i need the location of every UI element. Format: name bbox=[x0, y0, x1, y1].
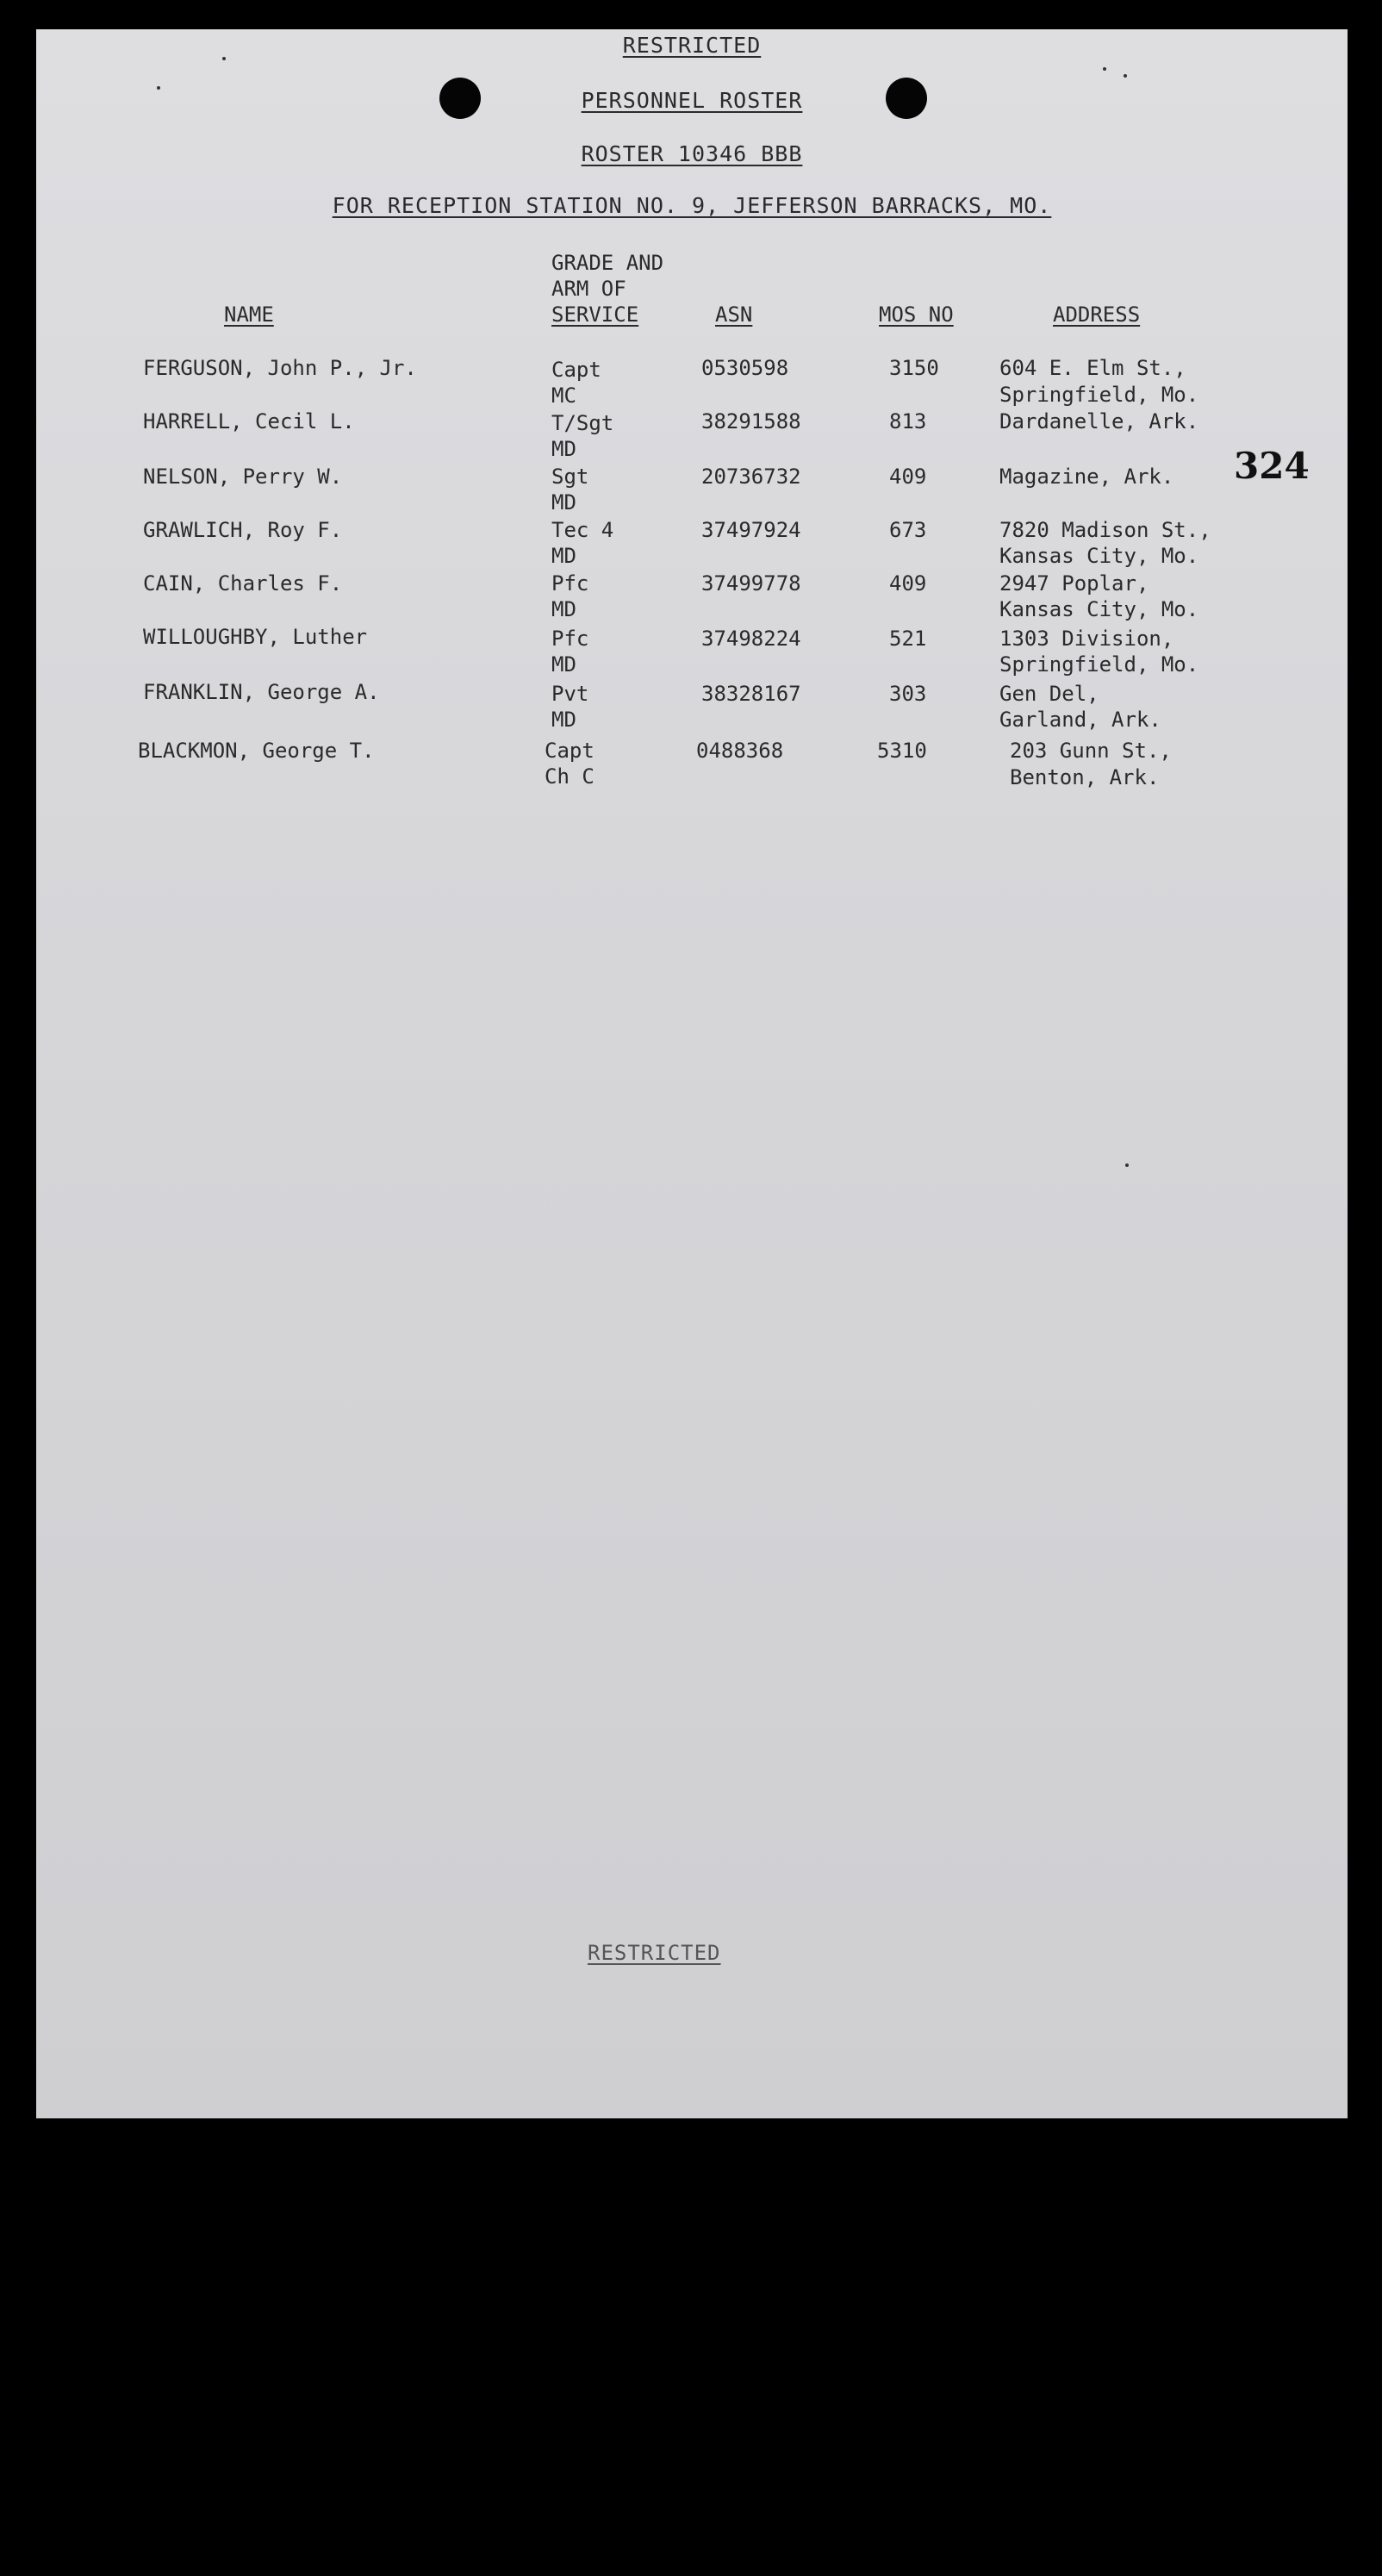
row-5-arm: MD bbox=[551, 597, 576, 621]
row-8-grade: Capt bbox=[545, 739, 595, 763]
row-2-address-line1: Dardanelle, Ark. bbox=[999, 409, 1199, 433]
row-7-address-line1: Gen Del, bbox=[999, 682, 1099, 706]
row-3-name: NELSON, Perry W. bbox=[143, 465, 343, 489]
row-5-grade: Pfc bbox=[551, 571, 589, 596]
row-2-asn: 38291588 bbox=[701, 409, 801, 433]
row-1-address-line1: 604 E. Elm St., bbox=[999, 356, 1186, 380]
page-number-stamp: 324 bbox=[1234, 445, 1310, 487]
row-4-address-line2: Kansas City, Mo. bbox=[999, 544, 1199, 568]
row-3-arm: MD bbox=[551, 490, 576, 515]
row-1-mos: 3150 bbox=[889, 356, 939, 380]
col-header-address: ADDRESS bbox=[1053, 303, 1141, 327]
row-4-name: GRAWLICH, Roy F. bbox=[143, 518, 343, 542]
col-header-grade-line2: ARM OF bbox=[551, 277, 626, 301]
row-2-grade: T/Sgt bbox=[551, 411, 614, 435]
roster-number: ROSTER 10346 BBB bbox=[581, 141, 803, 166]
row-8-address-line1: 203 Gunn St., bbox=[1010, 739, 1172, 763]
row-6-asn: 37498224 bbox=[701, 627, 801, 651]
col-header-grade-line1: GRADE AND bbox=[551, 251, 664, 275]
row-7-arm: MD bbox=[551, 708, 576, 732]
row-3-address-line1: Magazine, Ark. bbox=[999, 465, 1174, 489]
classification-top: RESTRICTED bbox=[622, 33, 762, 58]
row-5-asn: 37499778 bbox=[701, 571, 801, 596]
row-1-grade: Capt bbox=[551, 358, 601, 382]
row-8-name: BLACKMON, George T. bbox=[138, 739, 375, 763]
row-6-address-line2: Springfield, Mo. bbox=[999, 652, 1199, 677]
row-5-address-line2: Kansas City, Mo. bbox=[999, 597, 1199, 621]
document-page bbox=[36, 29, 1348, 2118]
row-2-mos: 813 bbox=[889, 409, 927, 433]
row-1-arm: MC bbox=[551, 384, 576, 408]
row-6-grade: Pfc bbox=[551, 627, 589, 651]
row-5-address-line1: 2947 Poplar, bbox=[999, 571, 1149, 596]
row-7-grade: Pvt bbox=[551, 682, 589, 706]
row-8-address-line2: Benton, Ark. bbox=[1010, 765, 1160, 789]
col-header-name: NAME bbox=[224, 303, 274, 327]
row-1-address-line2: Springfield, Mo. bbox=[999, 383, 1199, 407]
row-2-name: HARRELL, Cecil L. bbox=[143, 409, 355, 433]
row-2-arm: MD bbox=[551, 437, 576, 461]
station-line: FOR RECEPTION STATION NO. 9, JEFFERSON BARRACKS, MO. bbox=[332, 193, 1052, 218]
speck bbox=[1103, 67, 1106, 71]
row-4-mos: 673 bbox=[889, 518, 927, 542]
col-header-grade-line3: SERVICE bbox=[551, 303, 639, 327]
row-1-name: FERGUSON, John P., Jr. bbox=[143, 356, 417, 380]
speck bbox=[1125, 1163, 1129, 1167]
row-4-asn: 37497924 bbox=[701, 518, 801, 542]
document-title: PERSONNEL ROSTER bbox=[581, 88, 803, 113]
row-8-arm: Ch C bbox=[545, 764, 595, 789]
row-7-address-line2: Garland, Ark. bbox=[999, 708, 1161, 732]
classification-bottom: RESTRICTED bbox=[588, 1941, 721, 1965]
row-4-grade: Tec 4 bbox=[551, 518, 614, 542]
row-1-asn: 0530598 bbox=[701, 356, 789, 380]
row-8-mos: 5310 bbox=[877, 739, 927, 763]
row-3-mos: 409 bbox=[889, 465, 927, 489]
row-4-arm: MD bbox=[551, 544, 576, 568]
speck bbox=[1124, 74, 1127, 78]
row-6-mos: 521 bbox=[889, 627, 927, 651]
row-4-address-line1: 7820 Madison St., bbox=[999, 518, 1211, 542]
row-6-name: WILLOUGHBY, Luther bbox=[143, 625, 368, 649]
row-7-asn: 38328167 bbox=[701, 682, 801, 706]
row-6-arm: MD bbox=[551, 652, 576, 677]
row-6-address-line1: 1303 Division, bbox=[999, 627, 1174, 651]
row-7-mos: 303 bbox=[889, 682, 927, 706]
row-5-name: CAIN, Charles F. bbox=[143, 571, 343, 596]
row-3-asn: 20736732 bbox=[701, 465, 801, 489]
row-5-mos: 409 bbox=[889, 571, 927, 596]
row-8-asn: 0488368 bbox=[696, 739, 784, 763]
col-header-asn: ASN bbox=[715, 303, 753, 327]
col-header-grade bbox=[551, 250, 663, 327]
col-header-mos: MOS NO bbox=[879, 303, 954, 327]
row-7-name: FRANKLIN, George A. bbox=[143, 680, 380, 704]
row-3-grade: Sgt bbox=[551, 465, 589, 489]
